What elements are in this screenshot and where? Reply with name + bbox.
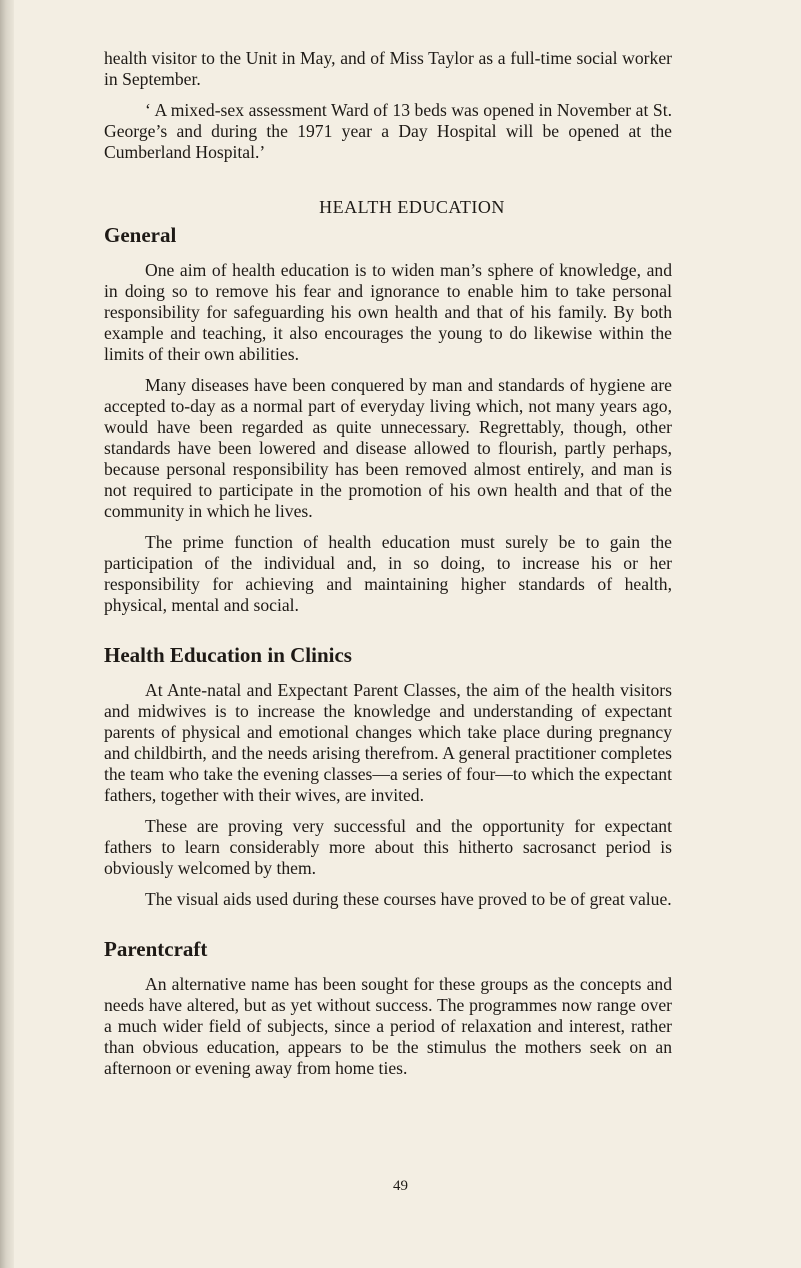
general-heading: General [104,223,177,247]
general-paragraph-2: Many diseases have been conquered by man and standards of hygiene are accepted to-day as a normal part of everyday living which, not many years ago, would have been regarded as quite unnecessary. Regrettably, though, other standards have been lowered and disease allowed to flourish, partly perhaps, because personal responsibility has been removed almost entirely, and man is not required to participate in the promotion of his own health and that of the community in which he lives. [104,375,672,521]
page-number: 49 [393,1178,408,1194]
intro-paragraph-1: health visitor to the Unit in May, and of Miss Taylor as a full-time social worker in September. [104,48,672,89]
main-heading: HEALTH EDUCATION [319,197,505,217]
parentcraft-paragraph-1: An alternative name has been sought for these groups as the concepts and needs have altered, but as yet without success. The programmes now range over a much wider field of subjects, since a period of relaxation and interest, rather than obvious education, appears to be the stimulus the mothers seek on an afternoon or evening away from home ties. [104,974,672,1078]
document-page [104,48,672,1089]
intro-paragraph-2: ‘ A mixed-sex assessment Ward of 13 beds was opened in November at St. George’s and during the 1971 year a Day Hospital will be opened at the Cumberland Hospital.’ [104,100,672,162]
general-paragraph-3: The prime function of health education must surely be to gain the participation of the individual and, in so doing, to increase his or her responsibility for achieving and maintaining higher standards of health, physical, mental and social. [104,532,672,615]
page-binding-edge [0,0,14,1268]
clinics-paragraph-2: These are proving very successful and the opportunity for expectant fathers to learn considerably more about this hitherto sacrosanct period is obviously welcomed by them. [104,816,672,878]
clinics-paragraph-1: At Ante-natal and Expectant Parent Classes, the aim of the health visitors and midwives is to increase the knowledge and understanding of expectant parents of physical and emotional changes which take place during pregnancy and childbirth, and the needs arising therefrom. A general practitioner completes the team who take the evening classes—a series of four—to which the expectant fathers, together with their wives, are invited. [104,680,672,805]
clinics-paragraph-3: The visual aids used during these courses have proved to be of great value. [145,889,672,909]
general-paragraph-1: One aim of health education is to widen man’s sphere of knowledge, and in doing so to remove his fear and ignorance to enable him to take personal responsibility for safeguarding his own health and that of his family. By both example and teaching, it also encourages the young to do likewise within the limits of their own abilities. [104,260,672,364]
clinics-heading: Health Education in Clinics [104,643,352,667]
parentcraft-heading: Parentcraft [104,937,208,961]
